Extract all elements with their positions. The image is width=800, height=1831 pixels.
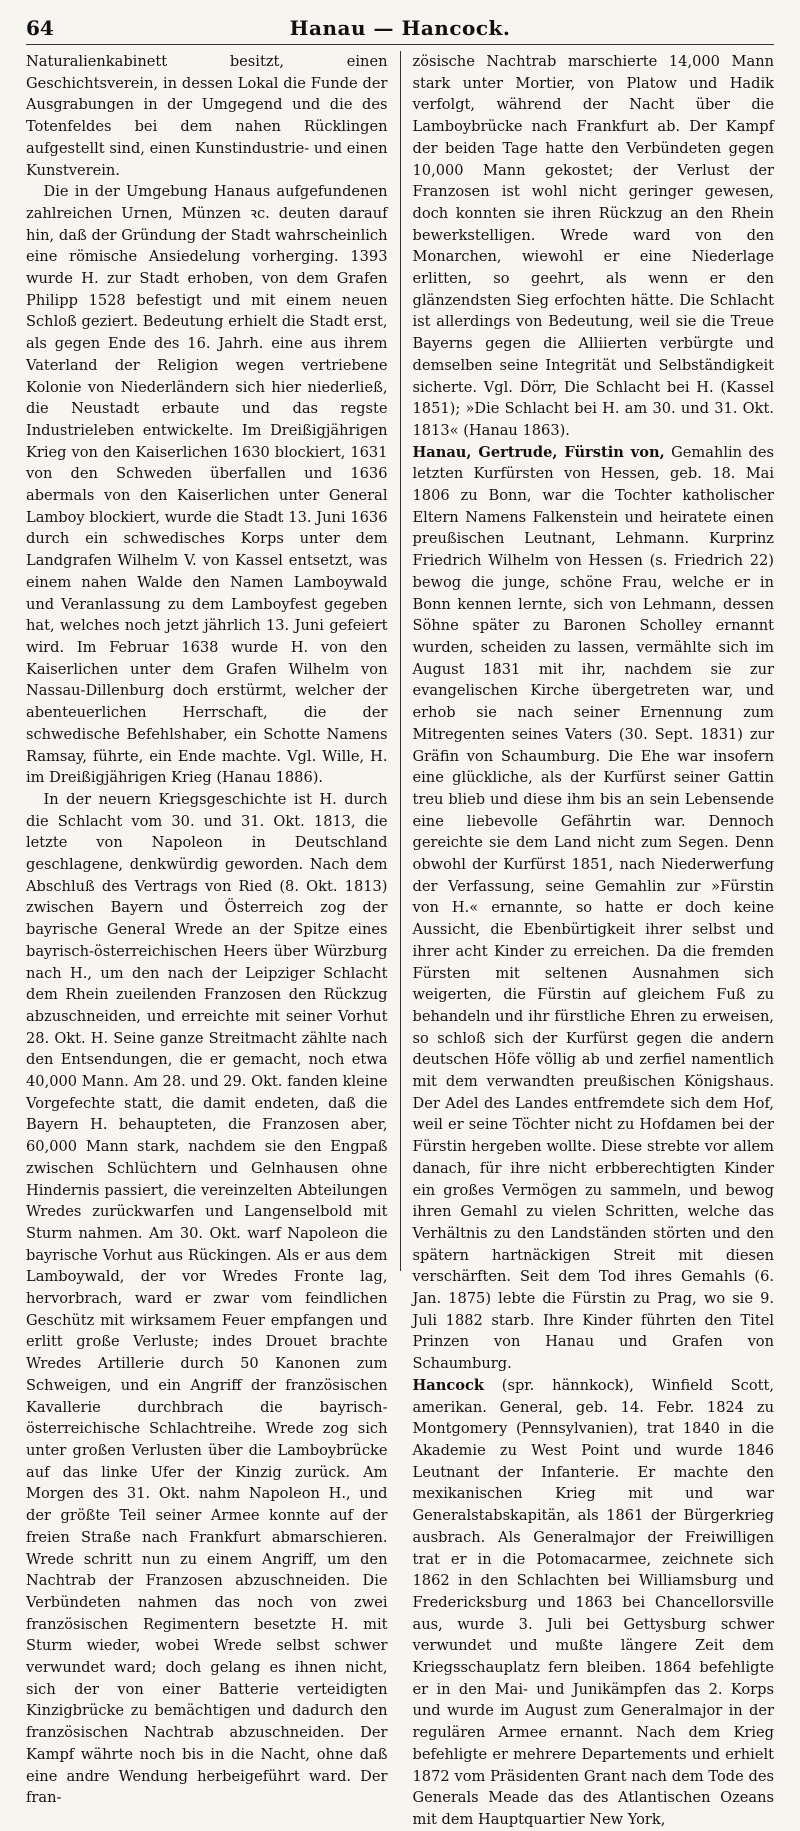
paragraph: Die in der Umgebung Hanaus aufgefundenen zahlreichen Urnen, Münzen ꝛc. deuten darauf hin, daß der Gründung der Stadt wahrscheinlich eine römische Ansiedelung vorherging. 1393 wurde H. zur Stadt erhoben, von dem Grafen Philipp 1528 befestigt und mit einem neuen Schloß geziert. Bedeutung erhielt die Stadt erst, als gegen Ende des 16. Jahrh. eine aus ihrem Vaterland der Religion wegen vertriebene Kolonie von Niederländern sich hier niederließ, die Neustadt erbaute und das regste Industrieleben entwickelte. Im Dreißigjährigen Krieg von den Kaiserlichen 1630 blockiert, 1631 von den Schweden überfallen und 1636 abermals von den Kaiserlichen unter General Lamboy blockiert, wurde die Stadt 13. Juni 1636 durch ein schwedisches Korps unter dem Landgrafen Wilhelm V. von Kassel entsetzt, was einem nahen Walde den Namen Lamboywald und Veranlassung zu dem Lamboyfest gegeben hat, welches noch jetzt jährlich 13. Juni gefeiert wird. Im Februar 1638 wurde H. von den Kaiserlichen unter dem Grafen Wilhelm von Nassau-Dillenburg doch erstürmt, welcher der abenteuerlichen Herrschaft, die der schwedische Befehlshaber, ein Schotte Namens Ramsay, führte, ein Ende machte. Vgl. Wille, H. im Dreißigjährigen Krieg (Hanau 1886). xyxy=(26,183,388,787)
entry-hanau-gertrude xyxy=(413,442,775,1375)
paragraph: zösische Nachtrab marschierte 14,000 Mann stark unter Mortier, von Platow und Hadik verfolgt, während der Nacht über die Lamboybrücke nach Frankfurt ab. Der Kampf der beiden Tage hatte den Verbündeten gegen 10,000 Mann gekostet; der Verlust der Franzosen ist wohl nicht geringer gewesen, doch konnten sie ihren Rückzug an den Rhein bewerkstelligen. Wrede ward von den Monarchen, wiewohl er eine Niederlage erlitten, so geehrt, als wenn er den glänzendsten Sieg erfochten hätte. Die Schlacht ist allerdings von Bedeutung, weil sie die Treue Bayerns gegen die Alliierten verbürgte und demselben seine Integrität und Selbständigkeit sicherte. Vgl. Dörr, Die Schlacht bei H. (Kassel 1851); »Die Schlacht bei H. am 30. und 31. Okt. 1813« (Hanau 1863). xyxy=(412,53,774,439)
column-divider xyxy=(400,51,401,1271)
entry-headword: Hanau, Gertrude, Fürstin von, xyxy=(412,443,665,461)
paragraph: Naturalienkabinett besitzt, einen Geschichtsverein, in dessen Lokal die Funde der Ausgrabungen in der Umgegend und die des Totenfeldes bei dem nahen Rücklingen aufgestellt sind, einen Kunstindustrie- und einen Kunstverein. xyxy=(26,53,388,179)
paragraph: In der neuern Kriegsgeschichte ist H. durch die Schlacht vom 30. und 31. Okt. 1813, die letzte von Napoleon in Deutschland geschlagene, denkwürdig geworden. Nach dem Abschluß des Vertrags von Ried (8. Okt. 1813) zwischen Bayern und Österreich zog der bayrische General Wrede an der Spitze eines bayrisch-österreichischen Heers über Würzburg nach H., um den nach der Leipziger Schlacht dem Rhein zueilenden Franzosen den Rückzug abzuschneiden, und erreichte mit seiner Vorhut 28. Okt. H. Seine ganze Streitmacht zählte nach den Entsendungen, die er gemacht, noch etwa 40,000 Mann. Am 28. und 29. Okt. fanden kleine Vorgefechte statt, die damit endeten, daß die Bayern H. behaupteten, die Franzosen aber, 60,000 Mann stark, nachdem sie den Engpaß zwischen Schlüchtern und Gelnhausen ohne Hindernis passiert, die vereinzelten Abteilungen Wredes zurückwarfen und Langenselbold mit Sturm nahmen. Am 30. Okt. warf Napoleon die bayrische Vorhut aus Rückingen. Als er aus dem Lamboywald, der vor Wredes Fronte lag, hervorbrach, ward er zwar vom feindlichen Geschütz mit wirksamem Feuer empfangen und erlitt große Verluste; indes Drouet brachte Wredes Artillerie durch 50 Kanonen zum Schweigen, und ein Angriff der französischen Kavallerie durchbrach die bayrisch-österreichische Schlachtreihe. Wrede zog sich unter großen Verlusten über die Lamboybrücke auf das linke Ufer der Kinzig zurück. Am Morgen des 31. Okt. nahm Napoleon H., und der größte Teil seiner Armee konnte auf der freien Straße nach Frankfurt abmarschieren. Wrede schritt nun zu einem Angriff, um den Nachtrab der Franzosen abzuschneiden. Die Verbündeten nahmen das noch von zwei französischen Regimentern besetzte H. mit Sturm wieder, wobei Wrede selbst schwer verwundet ward; doch gelang es ihnen nicht, sich der von einer Batterie verteidigten Kinzigbrücke zu bemächtigen und dadurch den französischen Nachtrab abzuschneiden. Der Kampf währte noch bis in die Nacht, ohne daß eine andre Wendung herbeigeführt ward. Der fran- xyxy=(26,790,388,1807)
running-title: Hanau — Hancock. xyxy=(289,16,511,40)
page-number: 64 xyxy=(26,16,54,40)
entry-hancock xyxy=(413,1375,775,1831)
right-column xyxy=(412,51,775,1828)
left-column xyxy=(26,51,388,1807)
entry-body: Gemahlin des letzten Kurfürsten von Hessen, geb. 18. Mai 1806 zu Bonn, war die Tochter katholischer Eltern Namens Falkenstein und heiratete einen preußischen Leutnant, Lehmann. Kurprinz Friedrich Wilhelm von Hessen (s. Friedrich 22) bewog die junge, schöne Frau, welche er in Bonn kennen lernte, sich von Lehmann, dessen Söhne später zu Baronen Scholley ernannt wurden, scheiden zu lassen, vermählte sich im August 1831 mit ihr, nachdem sie zur evangelischen Kirche übergetreten war, und erhob sie nach seiner Ernennung zum Mitregenten seines Vaters (30. Sept. 1831) zur Gräfin von Schaumburg. Die Ehe war insofern eine glückliche, als der Kurfürst seiner Gattin treu blieb und diese ihm bis an sein Lebensende eine liebevolle Gefährtin war. Dennoch gereichte sie dem Land nicht zum Segen. Denn obwohl der Kurfürst 1851, nach Niederwerfung der Verfassung, seine Gemahlin zur »Fürstin von H.« ernannte, so hatte er doch keine Aussicht, die Ebenbürtigkeit ihrer selbst und ihrer acht Kinder zu erreichen. Da die fremden Fürsten mit seltenen Ausnahmen sich weigerten, die Fürstin auf gleichem Fuß zu behandeln und ihr fürstliche Ehren zu erweisen, so schloß sich der Kurfürst gegen die andern deutschen Höfe völlig ab und zerfiel namentlich mit dem verwandten preußischen Königshaus. Der Adel des Landes entfremdete sich dem Hof, weil er seine Töchter nicht zu Hofdamen bei der Fürstin hergeben wollte. Diese strebte vor allem danach, für ihre nicht erbberechtigten Kinder ein großes Vermögen zu sammeln, und bewog ihren Gemahl zu vielen Schritten, welche das Verhältnis zu den Landständen störten und den spätern hartnäckigen Streit mit diesen verschärften. Seit dem Tod ihres Gemahls (6. Jan. 1875) lebte die Fürstin zu Prag, wo sie 9. Juli 1882 starb. Ihre Kinder führten den Titel Prinzen von Hanau und Grafen von Schaumburg. xyxy=(412,443,774,1373)
entry-headword: Hancock xyxy=(412,1376,484,1394)
running-header xyxy=(26,16,774,45)
entry-body: (spr. hännkock), Winfield Scott, amerikan. General, geb. 14. Febr. 1824 zu Montgomery (Pennsylvanien), trat 1840 in die Akademie zu West Point und wurde 1846 Leutnant der Infanterie. Er machte den mexikanischen Krieg mit und war Generalstabskapitän, als 1861 der Bürgerkrieg ausbrach. Als Generalmajor der Freiwilligen trat er in die Potomacarmee, zeichnete sich 1862 in den Schlachten bei Williamsburg und Fredericksburg und 1863 bei Chancellorsville aus, wurde 3. Juli bei Gettysburg schwer verwundet und mußte längere Zeit dem Kriegsschauplatz fern bleiben. 1864 befehligte er in den Mai- und Junikämpfen das 2. Korps und wurde im August zum Generalmajor in der regulären Armee ernannt. Nach dem Krieg befehligte er mehrere Departements und erhielt 1872 vom Präsidenten Grant nach dem Tode des Generals Meade das des Atlantischen Ozeans mit dem Hauptquartier New York, xyxy=(412,1376,774,1828)
text-columns xyxy=(26,51,774,1828)
